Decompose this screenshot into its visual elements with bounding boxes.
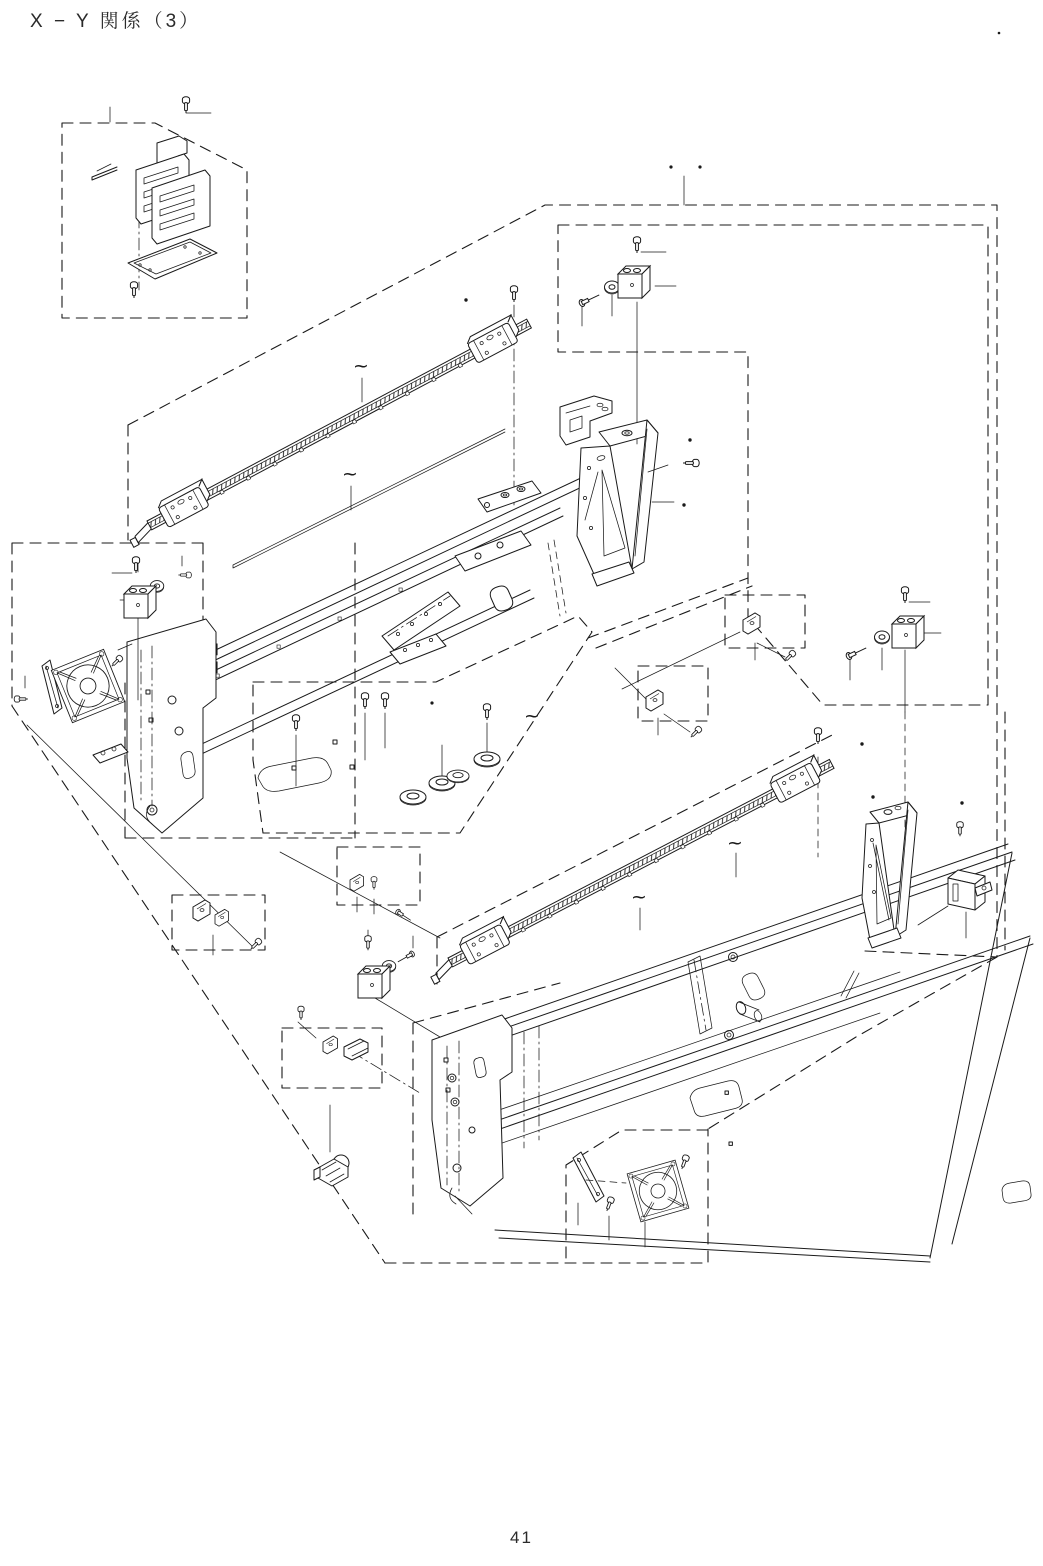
screw-damper-tr [633,237,640,253]
screw-fan-left [110,654,124,668]
rubber-block-mr [892,616,924,648]
diag-clamp1 [622,632,785,689]
screw-tall-bracket [683,459,699,466]
long-screw-damper-tr [578,292,601,308]
lower-beam-top-edges [444,844,1015,1056]
screw-sensor-bottom [130,282,137,298]
screw-bracket-lower [957,822,963,837]
damper-block-top-right [578,32,1000,326]
page-number: 41 [510,1528,533,1547]
tilde-mark-5: ~ [631,886,647,908]
damper-block-mid-right [845,587,941,680]
clamp-3a [193,900,210,921]
lower-beam-left-plate [432,1015,512,1214]
tilde-mark-1: ~ [353,355,369,377]
cable-connector [314,1105,349,1186]
diag-cable-clamp [352,1052,420,1093]
rubber-block-left [124,586,156,618]
screw-damper-center [365,936,371,951]
rod-upper [233,429,505,568]
lower-beam-bottom-edges [495,1230,930,1262]
lower-beam-inner-lines [470,972,900,1152]
grommet-foot-1 [400,790,426,805]
grommet-foot-4 [474,752,500,767]
screw-left-block-side [178,572,191,578]
screw-cable-clamp [298,1006,304,1020]
tilde-mark-2: ~ [342,463,358,485]
page-title: X − Y 関係（3） [30,11,202,32]
upper-beam-assembly [93,429,603,833]
screw-fan-bar-left [14,696,28,702]
damper-washer-mr [875,631,890,644]
long-screw-damper-center [396,950,415,964]
region-top-right-link [708,957,997,1129]
upper-linear-rail [121,286,535,547]
screw-mid-3 [381,693,388,709]
lower-beam-right-face [930,853,1030,1258]
screw-bottom-fan-2 [604,1196,615,1212]
screw-lower-rail [814,728,821,744]
screw-left-block [132,557,139,573]
screw-sensor-top [182,97,189,113]
cooling-fan-bottom [627,1160,689,1222]
rubber-block-center [358,966,390,998]
beam-left-end-plate [93,619,216,833]
rounded-cover-plate [258,758,331,792]
diag-clamp5 [280,852,440,938]
cooling-fan-left [51,649,124,722]
beam-right-edge [548,540,566,616]
tilde-mark-3: ~ [524,705,540,727]
screw-clamp-2 [689,725,703,739]
screw-upper-rail [510,286,517,302]
tilde-mark-4: ~ [727,832,743,854]
fastener-dot [464,298,467,301]
screw-clamp-5 [371,877,377,890]
cable-clamp-a [323,1036,337,1054]
callout-box-clamp-1 [725,595,805,648]
lower-beam-dd [524,1026,539,1148]
screw-damper-mr [901,587,908,603]
damper-washer-tr [605,281,620,294]
screw-mid-4 [483,704,490,720]
long-screw-damper-mr [845,645,868,661]
middle-fastener-row [258,693,500,805]
screw-clamp-1 [783,649,797,663]
tall-bracket-lower [860,742,992,948]
bottom-fan-assembly [573,1152,690,1247]
callout-box-clamp-2 [638,666,708,721]
tall-bracket-upper [560,396,699,586]
long-screw-clamp-5 [395,908,413,922]
clamp-2 [646,690,663,711]
clamp-1 [743,613,760,634]
perspective-dashes-1 [588,578,752,648]
screw-mid-1 [292,715,299,731]
grommet-foot-3 [447,770,469,783]
screw-bottom-fan-1 [679,1154,690,1170]
damper-block-center [358,930,415,998]
screw-mid-2 [361,693,368,709]
clamp-5 [350,874,364,891]
lower-beam-mid-edges [470,936,1033,1138]
callout-box-clamp-5 [337,847,420,905]
sensor-bracket-assembly [92,97,217,298]
rubber-block-tr [618,266,650,298]
